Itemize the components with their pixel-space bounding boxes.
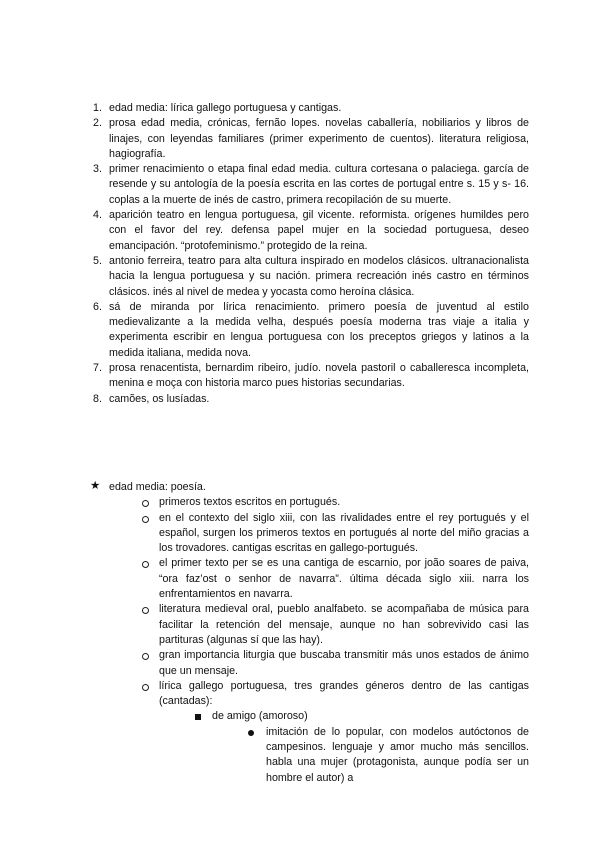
item-text: gran importancia liturgia que buscaba transmitir más unos estados de ánimo que un mensaje. bbox=[159, 649, 529, 677]
list-item bbox=[93, 116, 529, 162]
list-item bbox=[93, 162, 529, 208]
item-number: 4. bbox=[93, 209, 102, 222]
outline-sublist bbox=[109, 495, 529, 786]
list-item bbox=[248, 725, 529, 786]
item-text: edad media: lírica gallego portuguesa y cantigas. bbox=[109, 102, 342, 114]
list-item bbox=[93, 254, 529, 300]
list-item bbox=[142, 602, 529, 648]
numbered-list bbox=[93, 101, 529, 407]
item-number: 2. bbox=[93, 117, 102, 130]
list-item bbox=[195, 709, 529, 785]
item-text: primer renacimiento o etapa final edad media. cultura cortesana o palaciega. garcía de resende y su antología de la poesía escrita en las cortes de portugal entre s. 15 y s- 16. coplas a la muerte de inés de castro, primera recopilación de su muerte. bbox=[109, 163, 529, 206]
list-item bbox=[142, 679, 529, 786]
list-item bbox=[142, 511, 529, 557]
item-number: 8. bbox=[93, 392, 102, 405]
item-text: prosa edad media, crónicas, fernão lopes. novelas caballería, nobiliarios y libros de linajes, con leyendas familiares (primer experimento de cuentos). literatura religiosa, hagiografía. bbox=[109, 117, 529, 160]
item-text: de amigo (amoroso) bbox=[212, 710, 308, 723]
list-item bbox=[142, 495, 529, 510]
circle-bullet-icon bbox=[142, 561, 149, 568]
item-text: primeros textos escritos en portugués. bbox=[159, 496, 341, 509]
list-item bbox=[93, 300, 529, 361]
list-item bbox=[93, 392, 529, 407]
item-text: literatura medieval oral, pueblo analfabeto. se acompañaba de música para facilitar la retención del mensaje, aunque no han sobrevivido casi las partituras (algunas sí que las hay). bbox=[159, 603, 529, 646]
item-text: prosa renacentista, bernardim ribeiro, judío. novela pastoril o caballeresca incompleta, menina e moça con historia marco pues historias secundarias. bbox=[109, 362, 529, 390]
item-text: el primer texto per se es una cantiga de escarnio, por joão soares de paiva, “ora faz’ost o senhor de navarra”. última década siglo xiii. narra los enfrentamientos en navarra. bbox=[159, 557, 529, 601]
outline-item bbox=[90, 480, 529, 786]
list-item bbox=[142, 648, 529, 679]
item-number: 3. bbox=[93, 163, 102, 176]
outline-list bbox=[90, 480, 529, 786]
circle-bullet-icon bbox=[142, 516, 149, 523]
item-number: 5. bbox=[93, 254, 102, 267]
item-text: antonio ferreira, teatro para alta cultura inspirado en modelos clásicos. ultranacionalista hacia la lengua portuguesa y su nación. primera recreación inés castro en términos clásicos. inés al nivel de medea y yocasta como heroína clásica. bbox=[109, 254, 529, 298]
item-text: en el contexto del siglo xiii, con las rivalidades entre el rey portugués y el español, surgen los primeros textos en portugués al norte del miño gracias a los trovadores. cantigas escritas en gallego-portugués. bbox=[159, 511, 529, 555]
genre-sublist bbox=[159, 709, 529, 785]
item-text: lírica gallego portuguesa, tres grandes géneros dentro de las cantigas (cantadas): bbox=[159, 679, 529, 708]
item-number: 7. bbox=[93, 362, 102, 375]
item-text: sá de miranda por lírica renacimiento. primero poesía de juventud al estilo medievalizante a la medida velha, después poesía moderna tras viaje a italia y experimenta escribir en lengua portuguesa con los preceptos griegos y latinos a la medida italiana, medida nova. bbox=[109, 300, 529, 359]
list-item bbox=[93, 101, 529, 116]
item-text: imitación de lo popular, con modelos autóctonos de campesinos. lenguaje y amor mucho más sencillos. habla una mujer (protagonista, aunque podía ser un hombre el autor) a bbox=[266, 725, 529, 784]
dot-bullet-icon bbox=[248, 730, 254, 736]
item-number: 1. bbox=[93, 102, 102, 114]
list-item bbox=[93, 208, 529, 254]
circle-bullet-icon bbox=[142, 653, 149, 660]
circle-bullet-icon bbox=[142, 607, 149, 614]
list-item bbox=[93, 361, 529, 392]
circle-bullet-icon bbox=[142, 684, 149, 691]
detail-sublist bbox=[212, 725, 529, 786]
item-text: camões, os lusíadas. bbox=[109, 392, 210, 405]
item-text: aparición teatro en lengua portuguesa, gil vicente. reformista. orígenes humildes pero con el favor del rey. defensa papel mujer en la sociedad portuguesa, deseo emancipación. “protofeminismo.” protegido de la reina. bbox=[109, 209, 529, 252]
item-number: 6. bbox=[93, 300, 102, 313]
star-bullet-icon: ★ bbox=[90, 480, 101, 492]
circle-bullet-icon bbox=[142, 500, 149, 507]
outline-title: edad media: poesía. bbox=[109, 481, 206, 493]
square-bullet-icon bbox=[195, 714, 201, 720]
list-item bbox=[142, 556, 529, 602]
